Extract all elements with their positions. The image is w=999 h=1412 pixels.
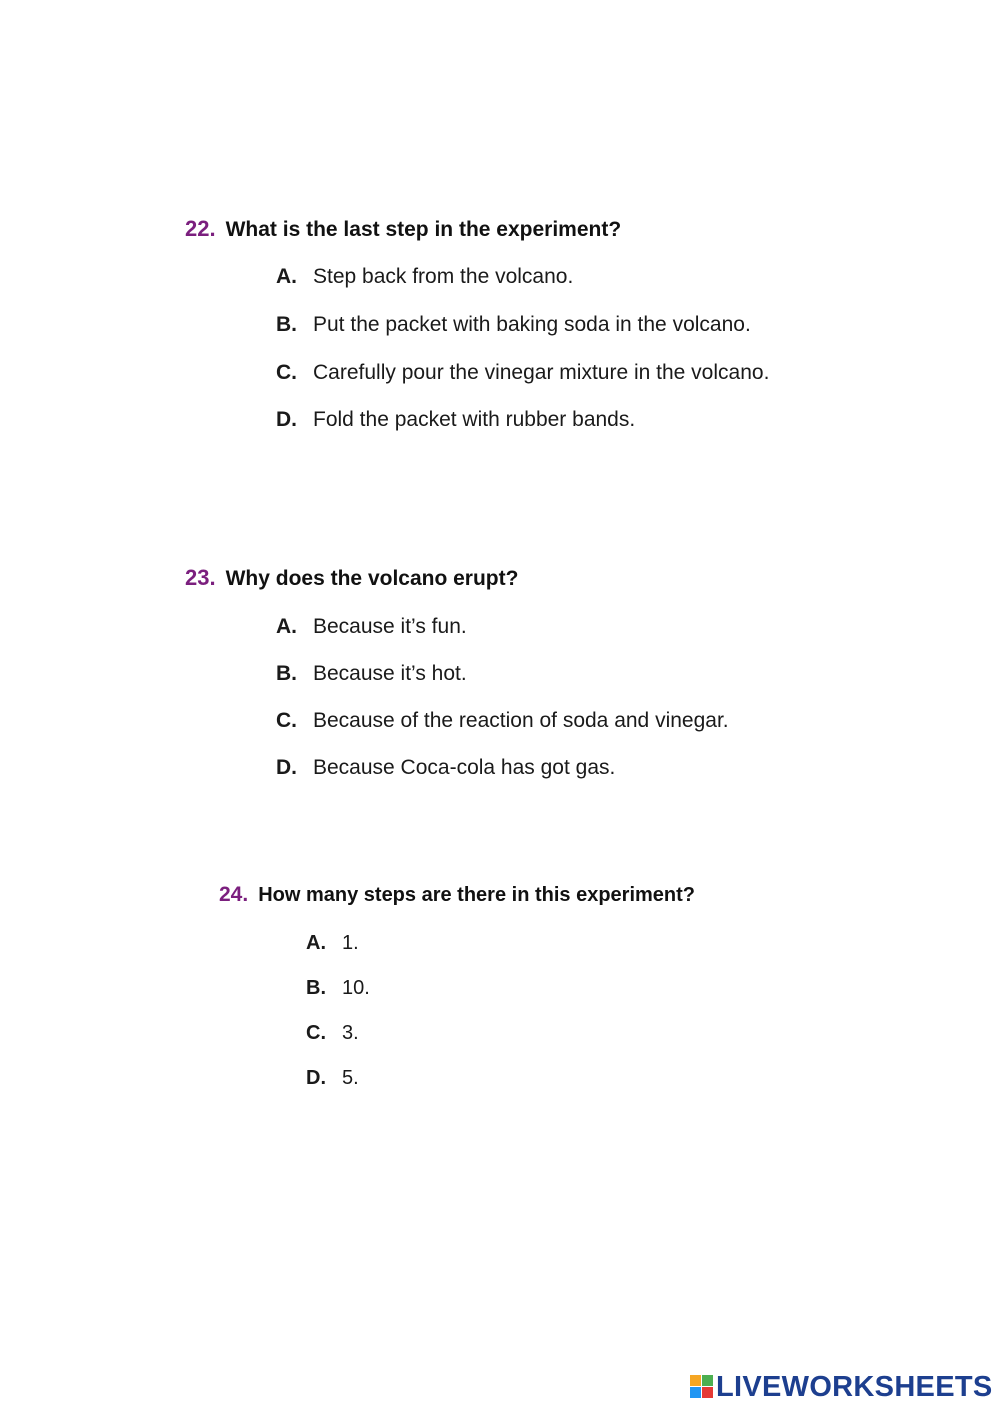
option-letter: D.	[306, 1067, 326, 1089]
question-text: What is the last step in the experiment?	[225, 218, 622, 241]
option-letter: B.	[276, 313, 297, 336]
question-heading	[219, 883, 695, 907]
option-d[interactable]	[306, 1067, 359, 1090]
option-a[interactable]	[306, 932, 359, 955]
option-a[interactable]	[276, 265, 573, 289]
option-d[interactable]	[276, 756, 615, 780]
question-number: 23.	[185, 565, 216, 590]
option-letter: C.	[276, 361, 297, 384]
option-text: Step back from the volcano.	[313, 265, 574, 288]
question-text: Why does the volcano erupt?	[225, 567, 519, 590]
option-text: Because of the reaction of soda and vinegar.	[313, 709, 729, 732]
option-text: 3.	[342, 1022, 359, 1044]
option-b[interactable]	[276, 313, 751, 337]
liveworksheets-logo-icon	[690, 1375, 714, 1399]
option-text: Fold the packet with rubber bands.	[313, 408, 636, 431]
option-b[interactable]	[276, 662, 467, 686]
option-c[interactable]	[276, 709, 729, 733]
question-text: How many steps are there in this experiment?	[258, 884, 695, 906]
option-c[interactable]	[276, 361, 769, 385]
option-b[interactable]	[306, 977, 370, 1000]
option-c[interactable]	[306, 1022, 359, 1045]
logo-text: LIVEWORKSHEETS	[716, 1371, 993, 1403]
option-text: Because it’s fun.	[313, 615, 467, 638]
option-a[interactable]	[276, 615, 467, 639]
option-letter: C.	[306, 1022, 326, 1044]
option-letter: D.	[276, 756, 297, 779]
option-letter: C.	[276, 709, 297, 732]
option-text: 10.	[342, 977, 370, 999]
option-letter: B.	[306, 977, 326, 999]
option-text: Carefully pour the vinegar mixture in the volcano.	[313, 361, 770, 384]
option-text: 5.	[342, 1067, 359, 1089]
option-letter: D.	[276, 408, 297, 431]
question-number: 22.	[185, 216, 216, 241]
question-number: 24.	[219, 883, 249, 906]
option-text: Because it’s hot.	[313, 662, 467, 685]
option-letter: A.	[276, 615, 297, 638]
option-letter: A.	[306, 932, 326, 954]
question-heading	[185, 216, 621, 242]
option-letter: B.	[276, 662, 297, 685]
option-text: Put the packet with baking soda in the volcano.	[313, 313, 751, 336]
option-text: Because Coca-cola has got gas.	[313, 756, 616, 779]
option-text: 1.	[342, 932, 359, 954]
option-letter: A.	[276, 265, 297, 288]
option-d[interactable]	[276, 408, 635, 432]
question-heading	[185, 565, 518, 591]
